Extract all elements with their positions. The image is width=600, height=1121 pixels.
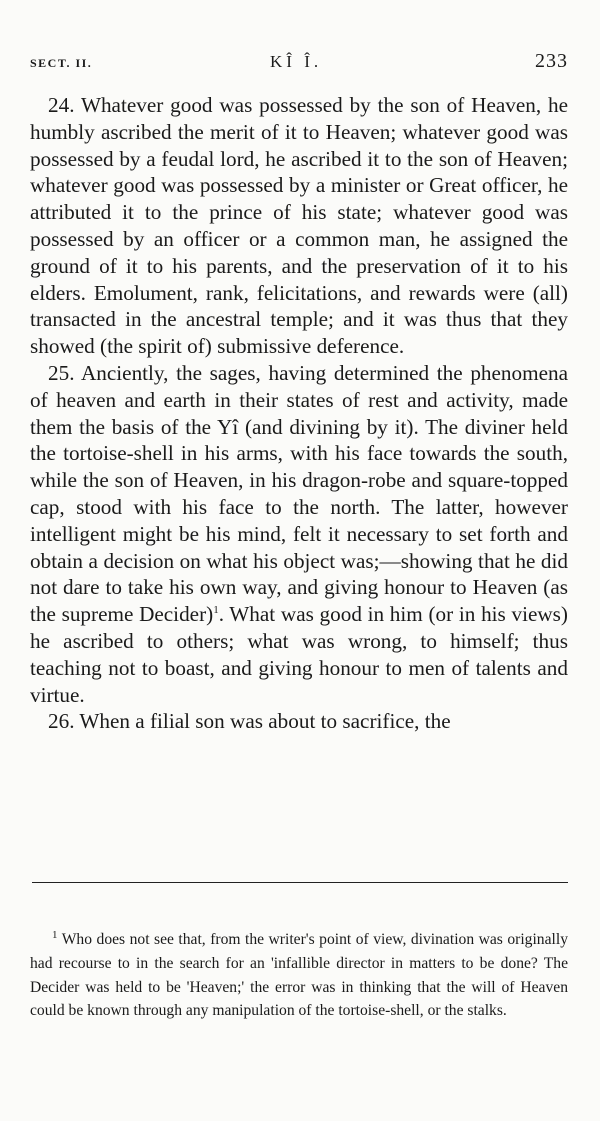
footnote-reference[interactable]: 1 [213, 604, 219, 617]
footnote-marker: 1 [52, 928, 58, 941]
page-number: 233 [535, 50, 568, 72]
paragraph-25 [30, 360, 568, 708]
footnote [30, 928, 568, 1023]
paragraph-25-part-2: . What was good in him (or in his views) he ascribed to others; what was wrong, to himself; thus teaching not to boast, and giving honour to men of talents and virtue. [30, 602, 568, 707]
running-header [30, 50, 568, 80]
paragraph-25-part-1: 25. Anciently, the sages, having determined the phenomena of heaven and earth in their states of rest and activity, made them the basis of the Yî (and divining by it). The diviner held the tortoise-shell in his arms, with his face towards the south, while the son of Heaven, in his dragon-robe and square-topped cap, stood with his face to the north. The latter, however intelligent might be his mind, felt it necessary to set forth and obtain a decision on what his object was;—showing that he did not dare to take his own way, and giving honour to Heaven (as the supreme Decider) [30, 360, 568, 627]
main-text [30, 92, 568, 735]
section-label: SECT. II. [30, 56, 93, 70]
paragraph-26: 26. When a filial son was about to sacrifice, the [48, 709, 451, 734]
chapter-title: KÎ Î. [270, 52, 323, 71]
footnote-text: Who does not see that, from the writer's point of view, divination was originally had recourse to in the search for an 'infallible director in matters to be done? The Decider was held to be 'Heaven;' the error was in thinking that the will of Heaven could be known through any manipulation of the tortoise-shell, or the stalks. [30, 931, 568, 1020]
footnote-divider [32, 882, 568, 883]
paragraph-24: 24. Whatever good was possessed by the son of Heaven, he humbly ascribed the merit of it to Heaven; whatever good was possessed by a feudal lord, he ascribed it to the son of Heaven; whatever good was possessed by a minister or Great officer, he attributed it to the prince of his state; whatever good was possessed by an officer or a common man, he assigned the ground of it to his parents, and the preservation of it to his elders. Emolument, rank, felicitations, and rewards were (all) transacted in the ancestral temple; and it was thus that they showed (the spirit of) submissive deference. [30, 93, 568, 359]
